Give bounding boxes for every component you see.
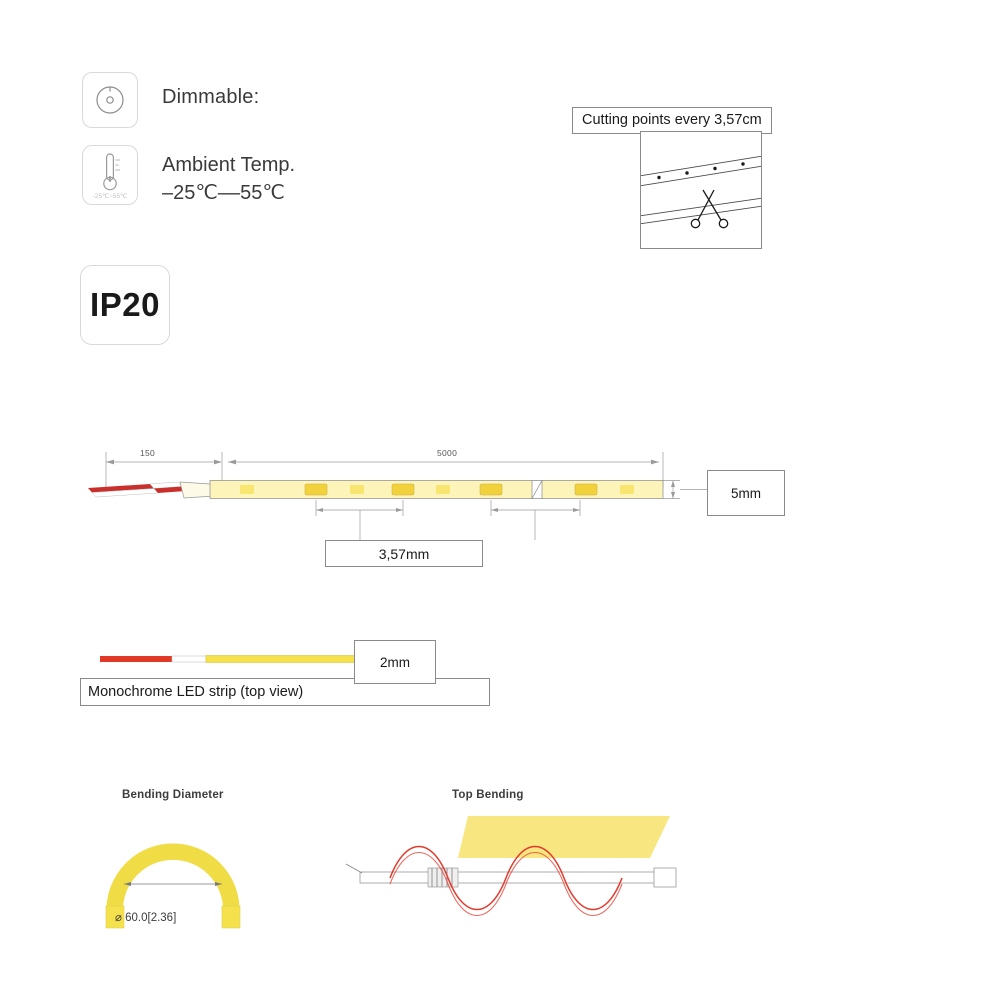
- cutting-points-figure: [640, 131, 762, 249]
- bending-diameter-value: ⌀ 60.0[2.36]: [115, 912, 177, 924]
- ip-rating-badge: [80, 265, 170, 345]
- dimmable-label: Dimmable:: [162, 86, 260, 108]
- bending-figures: [60, 780, 780, 960]
- top-bending-title: Top Bending: [452, 789, 524, 801]
- ip-rating-value: IP20: [90, 286, 160, 323]
- thermometer-icon: [82, 145, 138, 205]
- thermometer-icon-text: -25℃~55℃: [92, 193, 128, 200]
- ambient-temp-label-line1: Ambient Temp.: [162, 154, 296, 176]
- led-pitch-callout: 3,57mm: [325, 540, 483, 567]
- strip-height-callout: 5mm: [707, 470, 785, 516]
- scissors-icon: [691, 190, 727, 228]
- cutting-points-caption: Cutting points every 3,57cm: [572, 107, 772, 134]
- top-view-caption: Monochrome LED strip (top view): [80, 678, 490, 706]
- dimmer-knob-icon: [82, 72, 138, 128]
- ambient-temp-feature-row: [82, 145, 512, 205]
- dimmable-feature-row: [82, 72, 512, 128]
- lead-length-label: 150: [140, 448, 156, 458]
- top-bending-figure: [346, 816, 676, 916]
- ambient-temp-label-line2: –25℃––55℃: [162, 182, 285, 204]
- strip-width-callout: 2mm: [354, 640, 436, 684]
- ambient-temp-label: [162, 151, 295, 207]
- bending-diameter-title: Bending Diameter: [122, 789, 224, 801]
- led-strip-top-view-drawing: [80, 630, 600, 720]
- body-length-label: 5000: [437, 448, 458, 458]
